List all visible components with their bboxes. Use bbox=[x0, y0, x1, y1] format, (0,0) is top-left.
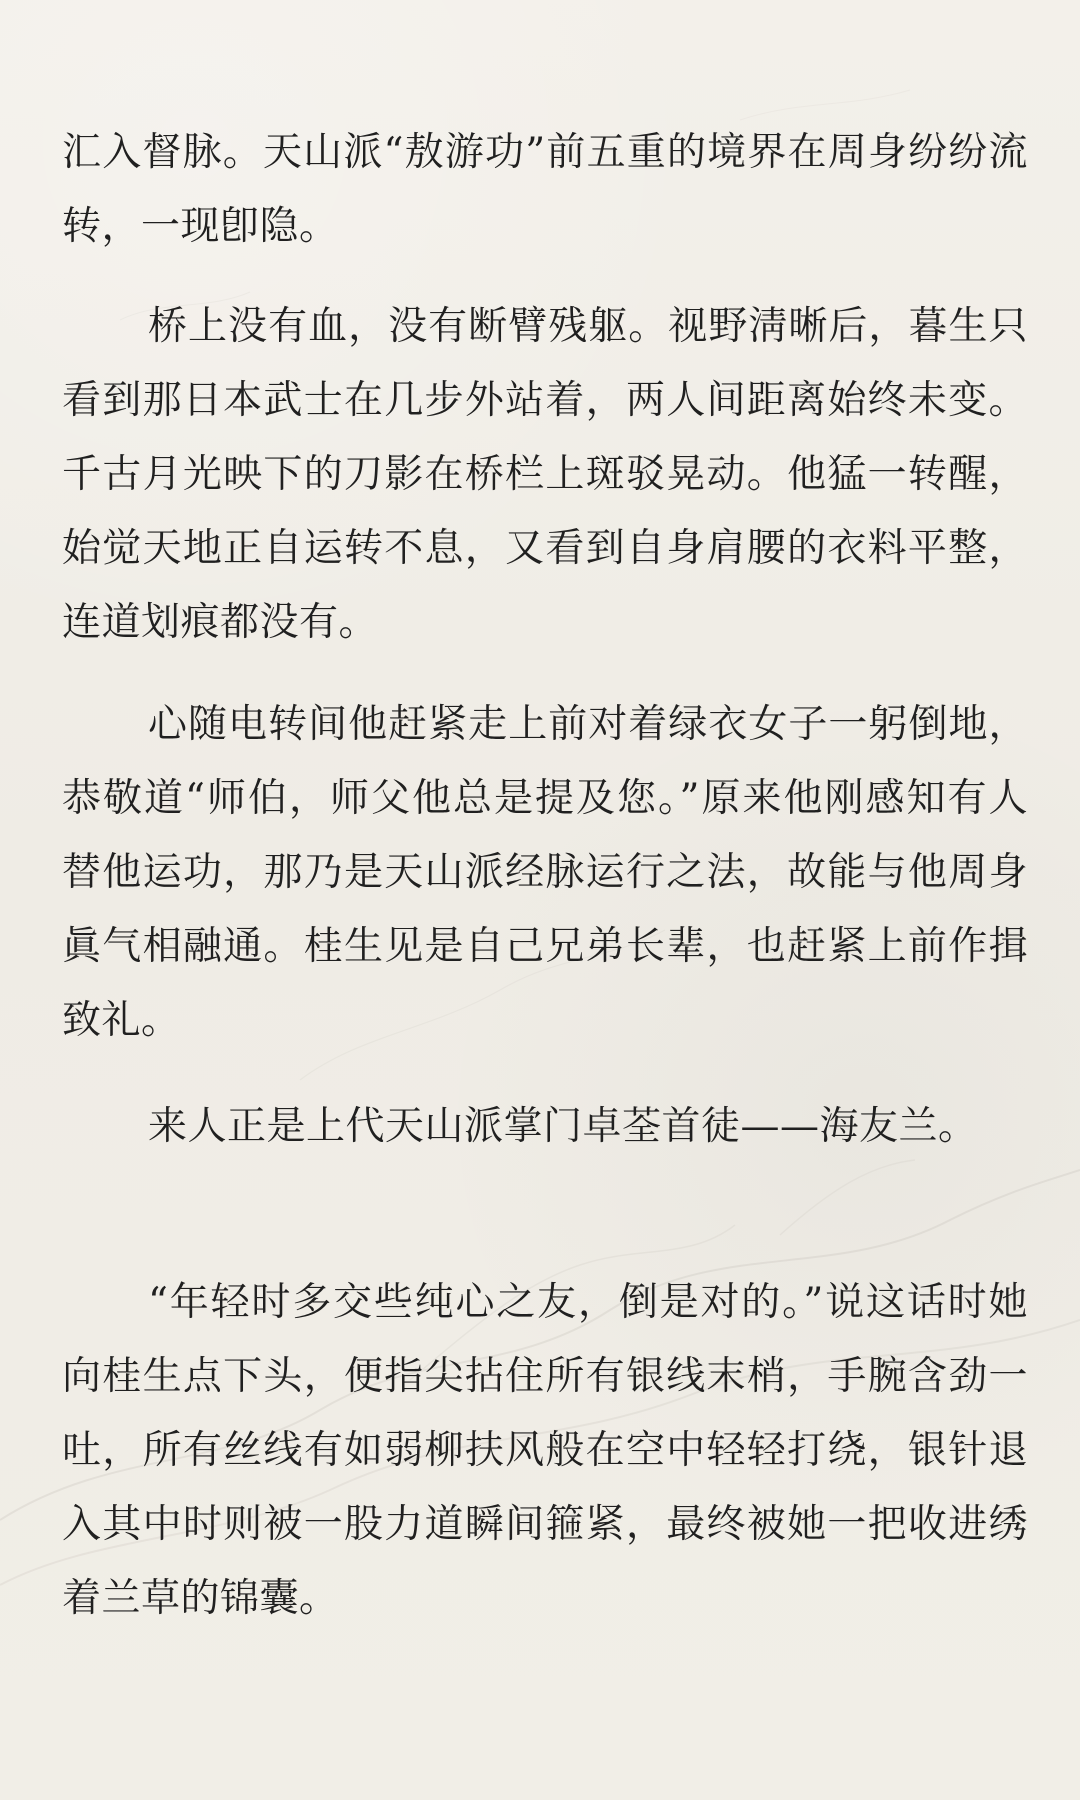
paragraph-2: 桥上没有血，没有断臂残躯。视野淸晰后，暮生只看到那日本武士在几步外站着，两人间距离始终未变。千古月光映下的刀影在桥栏上斑驳晃动。他猛一转醒，始觉天地正自运转不息，又看到自身肩腰的衣料平整，连道划痕都没有。 bbox=[62, 304, 1028, 645]
paragraph-3: 心随电转间他赶紧走上前对着绿衣女子一躬倒地，恭敬道“师伯，师父他总是提及您。”原来他刚感知有人替他运功，那乃是天山派经脉运行之法，故能与他周身眞气相融通。桂生见是自己兄弟长辈，也赶紧上前作揖致礼。 bbox=[62, 702, 1028, 1043]
reading-content bbox=[62, 116, 1028, 1636]
paragraph-5: “年轻时多交些纯心之友，倒是对的。”说这话时她向桂生点下头，便指尖拈住所有银线末梢，手腕含劲一吐，所有丝线有如弱柳扶风般在空中轻轻打绕，银针退入其中时则被一股力道瞬间箍紧，最终被她一把收进绣着兰草的锦囊。 bbox=[62, 1280, 1028, 1621]
paragraph-4: 来人正是上代天山派掌门卓荃首徒——海友兰。 bbox=[148, 1104, 978, 1149]
paragraph-1: 汇入督脉。天山派“敖游功”前五重的境界在周身纷纷流转，一现卽隐。 bbox=[62, 130, 1028, 249]
